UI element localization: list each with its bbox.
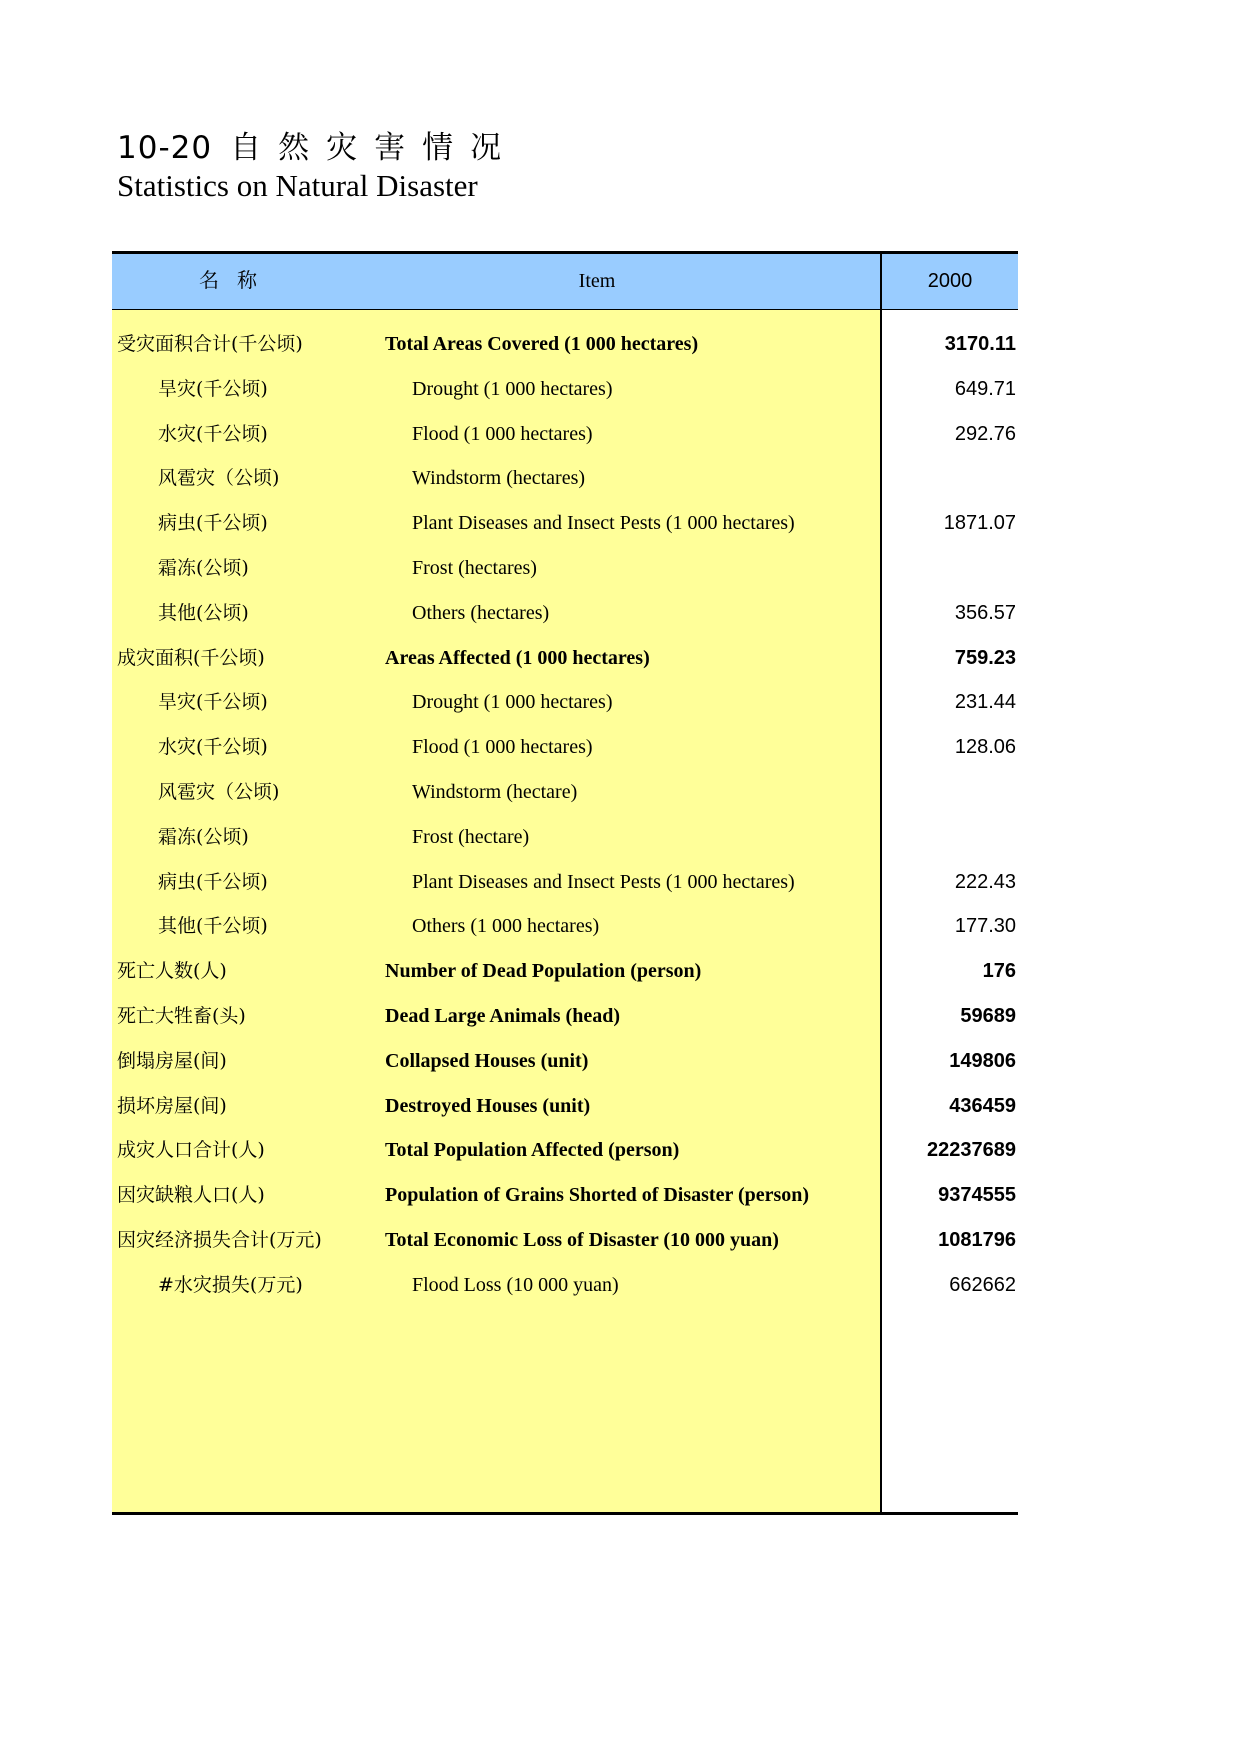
table-row — [112, 588, 1018, 638]
row-value-2000: 1081796 — [938, 1229, 1016, 1251]
row-item-name: Plant Diseases and Insect Pests (1 000 hectares) — [412, 512, 795, 535]
row-chinese-name: 成灾面积(千公顷) — [117, 646, 265, 669]
row-value-2000: 22237689 — [927, 1139, 1016, 1162]
header-chinese-name: 名称 — [199, 270, 275, 292]
row-value-2000: 436459 — [949, 1094, 1016, 1117]
row-value-2000: 759.23 — [954, 646, 1016, 669]
table-row — [112, 409, 1018, 459]
row-item-name: Drought (1 000 hectares) — [412, 691, 613, 714]
row-item-name: Dead Large Animals (head) — [385, 1005, 620, 1027]
row-item-name: Drought (1 000 hectares) — [412, 377, 613, 400]
table-row — [112, 677, 1018, 727]
row-chinese-name: 成灾人口合计(人) — [117, 1139, 265, 1162]
row-value-2000: 292.76 — [954, 422, 1016, 445]
table-top-rule — [112, 251, 1018, 254]
title-chinese-text: 自然灾害情况 — [230, 130, 519, 166]
row-item-name: Flood (1 000 hectares) — [412, 422, 593, 445]
row-item-name: Number of Dead Population (person) — [385, 960, 702, 983]
row-chinese-name: 风雹灾（公顷) — [158, 781, 280, 803]
table-row — [112, 498, 1018, 548]
table-row — [112, 633, 1018, 683]
table-row — [112, 1170, 1018, 1220]
row-value-2000: 3170.11 — [944, 333, 1016, 355]
table-row — [112, 901, 1018, 951]
row-chinese-name: 因灾经济损失合计(万元) — [117, 1229, 322, 1251]
row-chinese-name: 病虫(千公顷) — [158, 512, 268, 535]
row-chinese-name: 因灾缺粮人口(人) — [117, 1184, 265, 1207]
row-item-name: Windstorm (hectare) — [412, 781, 578, 803]
header-year: 2000 — [927, 270, 973, 292]
row-chinese-name: 霜冻(公顷) — [158, 825, 249, 848]
row-value-2000: 176 — [982, 960, 1016, 983]
row-item-name: Areas Affected (1 000 hectares) — [385, 646, 650, 669]
row-value-2000: 1871.07 — [943, 512, 1016, 535]
row-chinese-name: #水灾损失(万元) — [158, 1273, 303, 1296]
row-chinese-name: 风雹灾（公顷) — [158, 467, 280, 490]
row-item-name: Flood (1 000 hectares) — [412, 736, 593, 759]
table-row — [112, 767, 1018, 817]
row-chinese-name: 其他(千公顷) — [158, 915, 268, 938]
row-item-name: Total Areas Covered (1 000 hectares) — [385, 333, 699, 355]
row-chinese-name: 旱灾(千公顷) — [158, 691, 268, 714]
row-chinese-name: 水灾(千公顷) — [158, 736, 268, 759]
page-title-chinese — [117, 122, 518, 167]
row-item-name: Total Population Affected (person) — [385, 1139, 680, 1162]
table-row — [112, 543, 1018, 593]
row-item-name: Others (1 000 hectares) — [412, 915, 600, 938]
table-row — [112, 991, 1018, 1041]
row-item-name: Destroyed Houses (unit) — [385, 1094, 591, 1117]
row-chinese-name: 受灾面积合计(千公顷) — [117, 333, 303, 355]
table-row — [112, 1036, 1018, 1086]
row-value-2000: 59689 — [960, 1005, 1016, 1027]
row-item-name: Frost (hectares) — [412, 557, 537, 579]
row-value-2000: 662662 — [949, 1273, 1016, 1296]
table-number: 10-20 — [117, 130, 213, 166]
statistics-table — [112, 251, 1018, 1515]
row-value-2000: 149806 — [949, 1049, 1016, 1072]
header-item: Item — [578, 270, 616, 292]
table-row — [112, 319, 1018, 369]
row-value-2000: 649.71 — [954, 377, 1016, 400]
row-chinese-name: 死亡大牲畜(头) — [117, 1005, 246, 1027]
table-row — [112, 1125, 1018, 1175]
row-chinese-name: 霜冻(公顷) — [158, 557, 249, 579]
row-item-name: Others (hectares) — [412, 601, 550, 624]
row-item-name: Population of Grains Shorted of Disaster (person) — [385, 1184, 810, 1207]
table-row — [112, 1260, 1018, 1310]
table-row — [112, 857, 1018, 907]
row-chinese-name: 倒塌房屋(间) — [117, 1049, 227, 1072]
row-value-2000: 231.44 — [954, 691, 1016, 714]
table-row — [112, 453, 1018, 503]
row-chinese-name: 其他(公顷) — [158, 601, 249, 624]
table-header — [112, 254, 1018, 310]
row-chinese-name: 病虫(千公顷) — [158, 870, 268, 893]
row-chinese-name: 水灾(千公顷) — [158, 422, 268, 445]
table-row — [112, 364, 1018, 414]
row-item-name: Flood Loss (10 000 yuan) — [412, 1273, 619, 1296]
table-row — [112, 1215, 1018, 1265]
row-chinese-name: 死亡人数(人) — [117, 960, 227, 983]
table-row — [112, 1081, 1018, 1131]
row-value-2000: 128.06 — [954, 736, 1016, 759]
row-value-2000: 356.57 — [954, 601, 1016, 624]
row-value-2000: 177.30 — [954, 915, 1016, 938]
row-chinese-name: 旱灾(千公顷) — [158, 377, 268, 400]
page-title-english: Statistics on Natural Disaster — [117, 168, 478, 203]
row-item-name: Total Economic Loss of Disaster (10 000 yuan) — [385, 1229, 779, 1251]
row-chinese-name: 损坏房屋(间) — [117, 1094, 227, 1117]
table-row — [112, 946, 1018, 996]
table-row — [112, 812, 1018, 862]
row-item-name: Windstorm (hectares) — [412, 467, 586, 490]
row-value-2000: 9374555 — [938, 1184, 1016, 1207]
table-bottom-rule — [112, 1512, 1018, 1515]
row-item-name: Collapsed Houses (unit) — [385, 1049, 589, 1072]
table-row — [112, 722, 1018, 772]
row-value-2000: 222.43 — [954, 870, 1016, 893]
row-item-name: Plant Diseases and Insect Pests (1 000 hectares) — [412, 870, 795, 893]
row-item-name: Frost (hectare) — [412, 825, 530, 848]
